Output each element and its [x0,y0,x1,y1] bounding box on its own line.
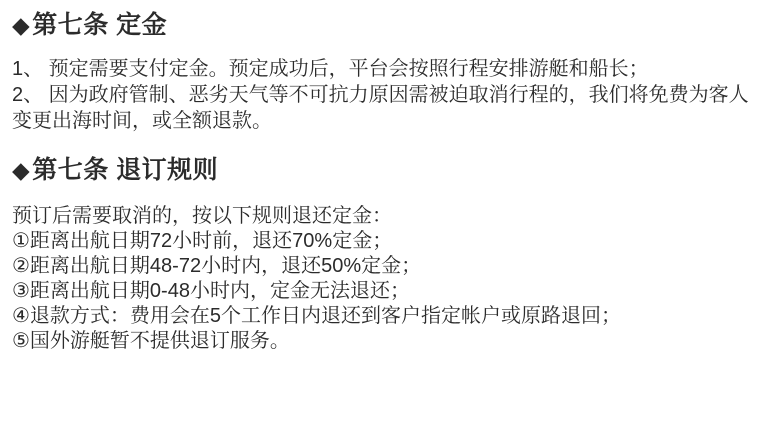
diamond-bullet-icon: ◆ [12,157,31,183]
paragraph-line: 预订后需要取消的，按以下规则退还定金： [12,205,392,227]
paragraph-line: ①距离出航日期72小时前，退还70%定金； [12,230,393,252]
deposit-rules-paragraph [12,56,762,134]
paragraph-line: 变更出海时间，或全额退款。 [12,110,272,132]
diamond-bullet-icon: ◆ [12,12,31,38]
refund-rules-paragraph [12,204,762,354]
section-heading-label: 第七条 定金 [32,11,168,39]
section-refund-heading [12,156,218,184]
paragraph-line: ④退款方式：费用会在5个工作日内退还到客户指定帐户或原路退回； [12,305,622,327]
paragraph-line: 1、 预定需要支付定金。预定成功后，平台会按照行程安排游艇和船长； [12,58,649,80]
paragraph-line: ③距离出航日期0-48小时内，定金无法退还； [12,280,410,302]
paragraph-line: ②距离出航日期48-72小时内，退还50%定金； [12,255,422,277]
section-deposit-heading [12,11,167,39]
paragraph-line: 2、 因为政府管制、恶劣天气等不可抗力原因需被迫取消行程的，我们将免费为客人 [12,84,749,106]
paragraph-line: ⑤国外游艇暂不提供退订服务。 [12,330,290,352]
section-heading-label: 第七条 退订规则 [32,156,219,184]
